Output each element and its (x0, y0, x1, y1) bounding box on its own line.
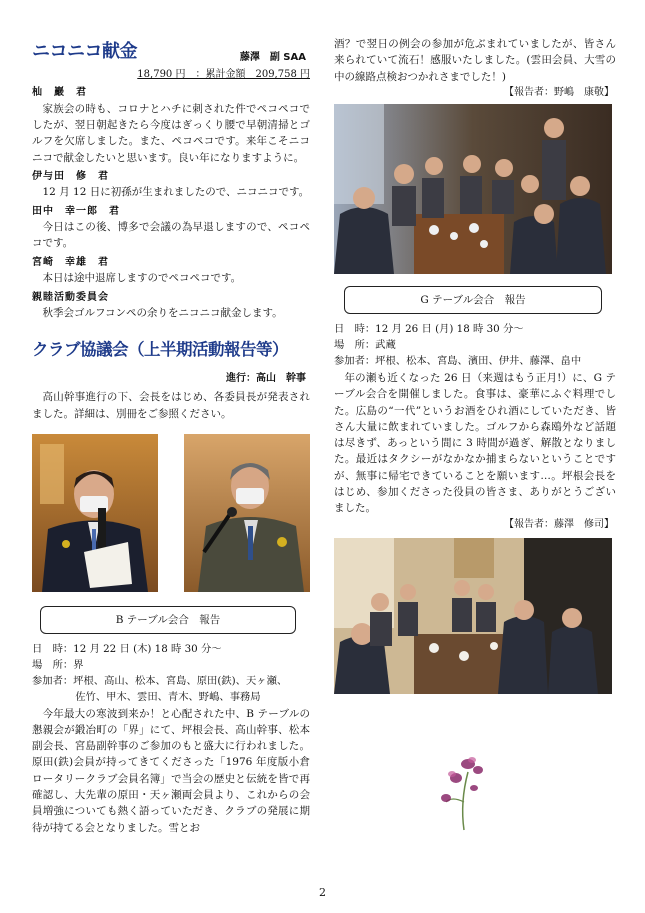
gtable-group-photo (334, 538, 612, 694)
niko-entry (32, 85, 310, 166)
entry-text: 今日はこの後、博多で会議の為早退しますので、ペコペコです。 (32, 221, 310, 250)
btable-date: 日 時：12 月 22 日 (木) 18 時 30 分～ (32, 642, 222, 655)
entry-name: 宮崎 幸雄 君 (32, 256, 109, 268)
gtable-place: 場 所：武蔵 (334, 339, 396, 352)
entry-name: 田中 幸一郎 君 (32, 205, 120, 217)
club-title: クラブ協議会（上半期活動報告等） (32, 340, 288, 360)
gtable-participants: 参加者：坪根、松本、宮島、濱田、伊井、藤澤、畠中 (334, 355, 582, 368)
niko-entry (32, 290, 310, 322)
niko-entry (32, 255, 310, 287)
entry-text: 12 月 12 日に初孫が生まれましたので、ニコニコです。 (42, 186, 310, 199)
btable-text-continued: 酒？で翌日の例会の参加が危ぶまれていましたが、皆さん来られていて流石！感服いたしました。(雲田会員、大雪の中の線路点検おつかれさまでした！) (334, 38, 616, 83)
left-column (32, 38, 310, 836)
btable-title-box: B テーブル会合 報告 (40, 606, 296, 634)
gtable-text: 年の瀬も近くなった 26 日（来週はもう正月!）に、G テーブル会合を開催しました。食事は、豪華にふぐ料理でした。広島の“一代”というお酒をひれ酒にしていただき、皆さん大量に飲まれていました。ゴルフから森鴎外など話題は尽きず、あっという間に 3 時間が過ぎ、解散となりました。最近はタクシーがなかなか捕まらないということですが、無事に帰宅できていることを願います…。坪根会長をはじめ、参加くださった役員の皆さま、ありがとうございました。 (334, 372, 616, 515)
gtable-title-box: G テーブル会合 報告 (344, 286, 602, 314)
niko-amount: 18,790 円 ：累計金額 209,758 円 (137, 68, 310, 80)
entry-name: 杣 巖 君 (32, 87, 87, 99)
entry-name: 親睦活動委員会 (32, 291, 109, 303)
gtable-date: 日 時：12 月 26 日 (月) 18 時 30 分～ (334, 323, 524, 336)
club-photos (32, 434, 310, 592)
niko-author: 藤澤 副 SAA (239, 52, 306, 64)
niko-entry (32, 204, 310, 252)
btable-group-photo (334, 104, 612, 274)
niko-title: ニコニコ献金 (32, 41, 137, 62)
entry-name: 伊与田 修 君 (32, 170, 109, 182)
btable-place: 場 所：界 (32, 658, 84, 671)
entry-text: 本日は途中退席しますのでペコペコです。 (42, 272, 242, 285)
btable-text: 今年最大の寒波到来か！と心配された中、B テーブルの懇親会が鍛冶町の「界」にて、坪根会長、高山幹事、松本副会長、宮島副幹事のご参加のもと盛大に行われました。原田(鉄)会員が持ってきてくださった「1976 年度版小倉ロータリークラブ会員名簿」で当会の歴史と伝統を皆で再確認し、大先輩の原田・天ヶ瀬両会員より、これからの会員増強についても熱く語っていただき、クラブの発展に期待が持てる会となりました。雪とお (32, 707, 310, 834)
speaker-photo-2 (184, 434, 310, 592)
niko-entry (32, 169, 310, 201)
btable-reporter: 【報告者：野嶋 康敬】 (504, 86, 614, 98)
page-number: 2 (319, 886, 326, 899)
entry-text: 秋季会ゴルフコンペの余りをニコニコ献金します。 (42, 307, 283, 320)
club-text: 高山幹事進行の下、会長をはじめ、各委員長が発表されました。詳細は、別冊をご参照ください。 (32, 391, 310, 420)
entry-text: 家族会の時も、コロナとハチに刺された件でペコペコでしたが、翌日朝起きたら今度はぎっくり腰で早朝清掃とゴルフを欠席しました。また、ペコペコです。来年こそニコニコで献金したいと思います。良い年になりますように。 (32, 102, 310, 164)
gtable-reporter: 【報告者：藤澤 修司】 (504, 518, 614, 530)
niko-header (32, 38, 310, 66)
club-moderator: 進行：高山 幹事 (226, 372, 306, 384)
btable-participants-2: 佐竹、甲木、雲田、青木、野嶋、事務局 (75, 690, 261, 703)
speaker-photo-1 (32, 434, 158, 592)
btable-participants-1: 参加者：坪根、高山、松本、宮島、原田(鉄)、天ヶ瀬、 (32, 674, 288, 687)
right-column (334, 36, 616, 832)
flower-illustration (434, 752, 494, 832)
